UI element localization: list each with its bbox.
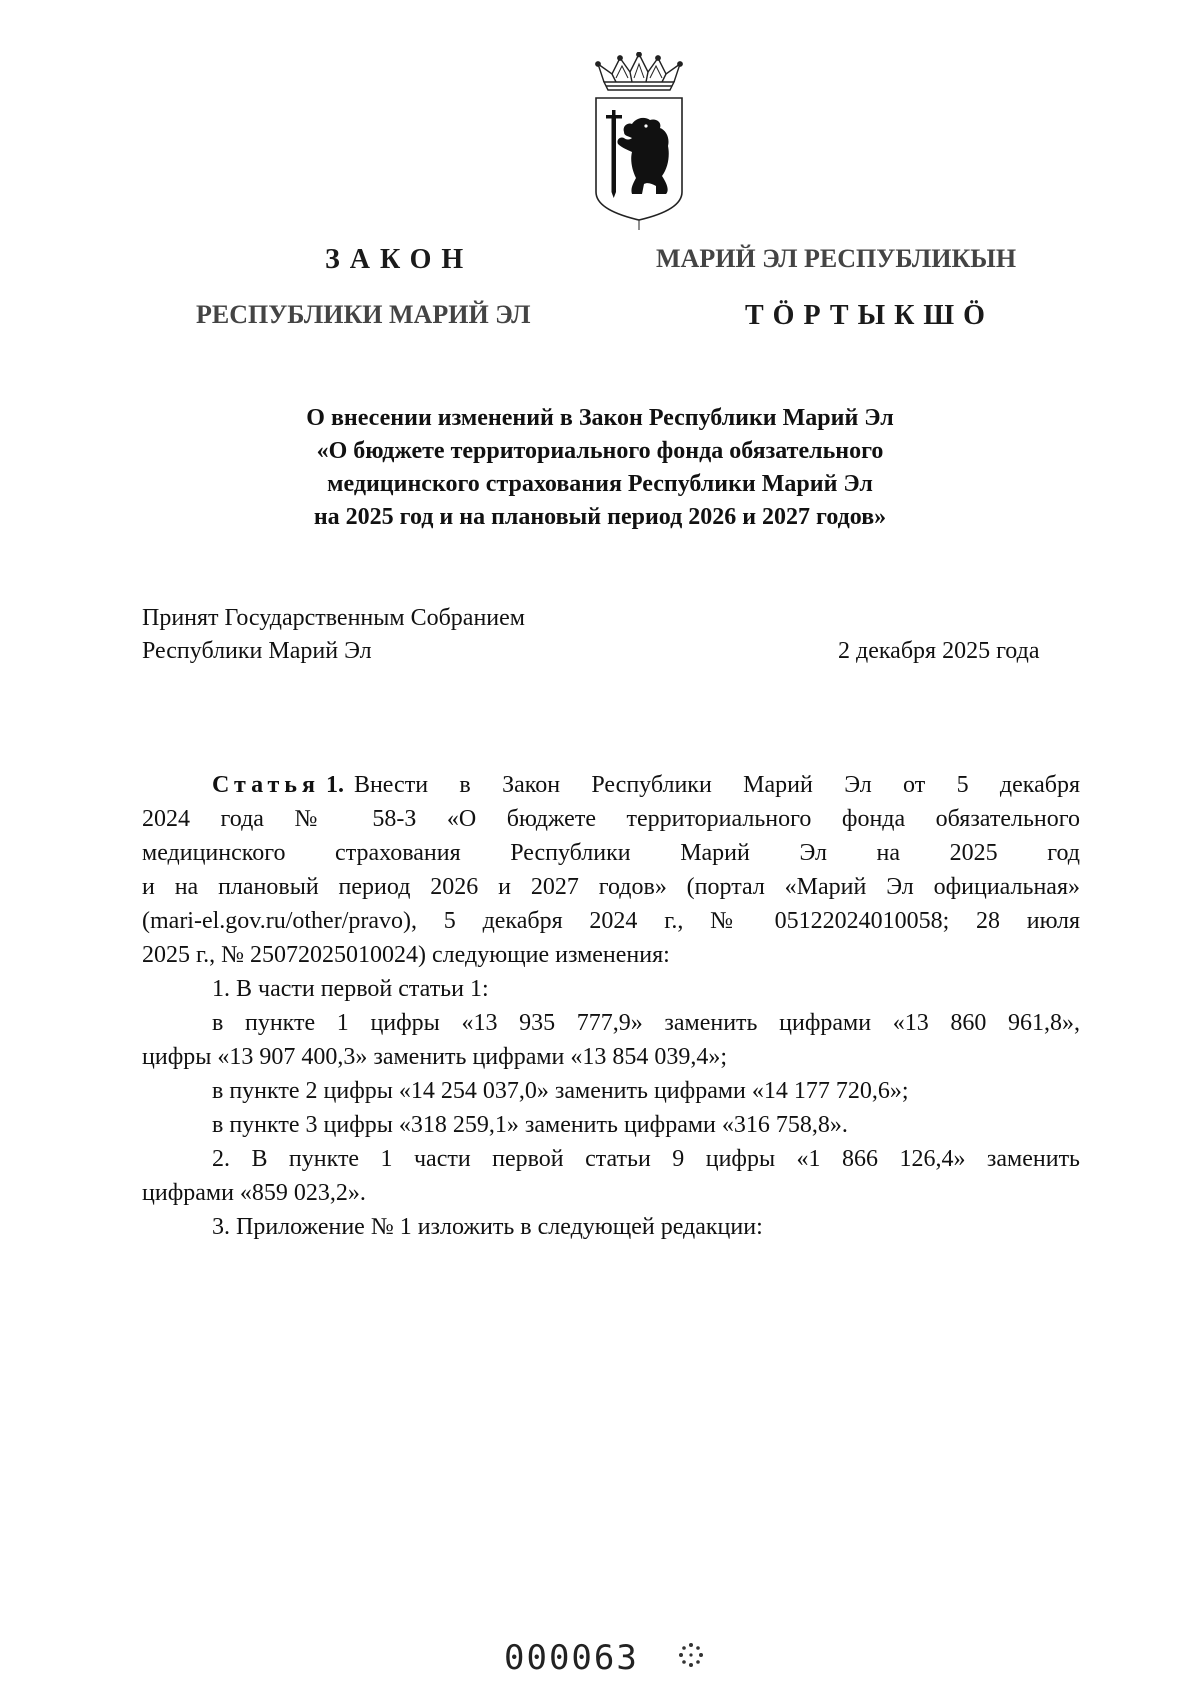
adoption-line: Принят Государственным Собранием (142, 605, 525, 631)
law-heading-ru: ЗАКОН (325, 244, 474, 275)
law-heading-mari: ТӦРТЫКШӦ (745, 300, 994, 331)
article-text-line: и на плановый период 2026 и 2027 годов» (портал «Марий Эл официальная» (142, 874, 1080, 900)
law-title (150, 402, 1050, 534)
asterisk-mark-icon (676, 1640, 706, 1670)
article-text-line: медицинского страхования Республики Марий Эл на 2025 год (142, 840, 1080, 866)
republic-heading-mari: МАРИЙ ЭЛ РЕСПУБЛИКЫН (656, 244, 1017, 273)
law-title-line: О внесении изменений в Закон Республики Марий Эл (306, 405, 894, 431)
amendment-item: в пункте 2 цифры «14 254 037,0» заменить цифрами «14 177 720,6»; (212, 1078, 909, 1104)
amendment-item: цифрами «859 023,2». (142, 1180, 366, 1206)
law-title-line: на 2025 год и на плановый период 2026 и 2027 годов» (313, 504, 887, 530)
article-text-line: 2025 г., № 25072025010024) следующие изменения: (142, 942, 670, 968)
adoption-note (142, 602, 525, 668)
amendment-item: в пункте 1 цифры «13 935 777,9» заменить цифрами «13 860 961,8», (212, 1010, 1080, 1036)
article-text-line: 2024 года № 58-З «О бюджете территориального фонда обязательного (142, 806, 1080, 832)
article-text-line: (mari-el.gov.ru/other/pravo), 5 декабря 2024 г., № 05122024010058; 28 июля (142, 908, 1080, 934)
article-first-line (142, 768, 1080, 802)
republic-heading-ru: РЕСПУБЛИКИ МАРИЙ ЭЛ (196, 300, 531, 329)
amendment-item: в пункте 3 цифры «318 259,1» заменить цифрами «316 758,8». (212, 1112, 848, 1138)
amendment-item: 1. В части первой статьи 1: (212, 976, 489, 1002)
adoption-line: Республики Марий Эл (142, 638, 372, 664)
amendment-item: 3. Приложение № 1 изложить в следующей редакции: (212, 1214, 763, 1240)
amendment-item: цифры «13 907 400,3» заменить цифрами «13 854 039,4»; (142, 1044, 728, 1070)
article-label: Статья (212, 772, 320, 798)
coat-of-arms-bear-icon (586, 52, 692, 232)
article-number: 1. (325, 772, 344, 798)
article-text-line: Внести в Закон Республики Марий Эл от 5 декабря (353, 772, 1080, 798)
adoption-date: 2 декабря 2025 года (838, 638, 1040, 664)
law-title-line: «О бюджете территориального фонда обязательного (316, 438, 884, 464)
document-serial-number: 000063 (504, 1638, 639, 1678)
article-body (142, 768, 1080, 1244)
law-title-line: медицинского страхования Республики Марий Эл (327, 471, 873, 497)
amendment-item: 2. В пункте 1 части первой статьи 9 цифры «1 866 126,4» заменить (212, 1146, 1080, 1172)
